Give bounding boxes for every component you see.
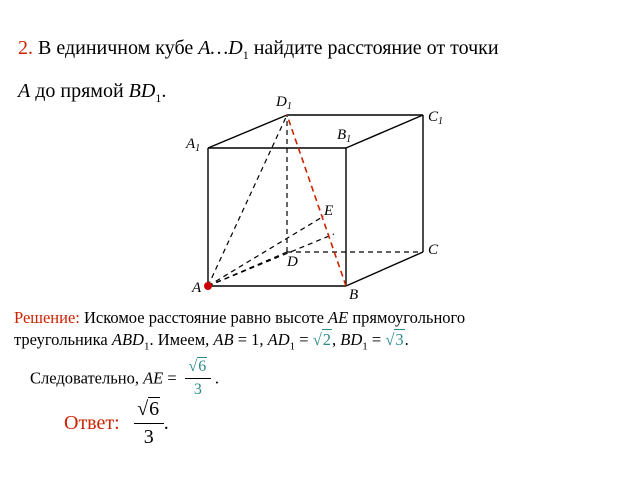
solution-bd: BD xyxy=(340,330,363,349)
solution-block xyxy=(14,307,465,357)
solution-period: . xyxy=(404,330,409,349)
line-sub: 1 xyxy=(155,91,162,105)
solution-line3: Следовательно, xyxy=(30,368,144,388)
solution-label: Решение: xyxy=(14,308,80,327)
problem-text-1: В единичном кубе xyxy=(38,37,199,59)
solution-eq-bd: = xyxy=(367,330,386,349)
solution-line1: Искомое расстояние равно высоте xyxy=(79,308,329,327)
label-b1: $B_1$ xyxy=(337,127,352,145)
sqrt-2: √2 xyxy=(312,330,331,349)
sqrt-3: √3 xyxy=(385,330,404,349)
label-d: D xyxy=(287,254,298,270)
solution-abd: ABD xyxy=(111,330,144,349)
solution-eq-ae: = xyxy=(163,368,181,388)
fraction-ae-den: 3 xyxy=(193,381,202,398)
label-a1: $A_1$ xyxy=(186,136,201,154)
solution-ab: AB xyxy=(213,330,234,349)
fraction-ae-num: √6 xyxy=(188,358,207,375)
label-a: A xyxy=(192,280,202,296)
solution-eq-ad: = xyxy=(295,330,313,349)
answer-fraction xyxy=(134,398,164,449)
solution-ad: AD xyxy=(267,330,290,349)
point-a-dot xyxy=(204,282,212,290)
fraction-ae-bar xyxy=(185,378,211,379)
edge-B-C xyxy=(346,252,423,286)
fraction-ae-radicand: 6 xyxy=(198,358,207,375)
sqrt-2-radicand: 2 xyxy=(322,330,331,349)
solution-ad-sub: 1 xyxy=(289,340,296,353)
answer-radicand: 6 xyxy=(149,398,160,420)
segment-A-E xyxy=(208,216,324,286)
solution-ae: AE xyxy=(328,308,349,327)
point-a: A xyxy=(18,80,31,102)
solution-ae2: AE xyxy=(143,368,164,388)
problem-number: 2. xyxy=(18,37,33,59)
solution-line1b: прямоугольного xyxy=(348,308,466,327)
answer-den: 3 xyxy=(143,426,154,448)
solution-line2b: . Имеем, xyxy=(149,330,214,349)
segment-A-C xyxy=(208,234,334,286)
label-c: C xyxy=(428,242,439,258)
answer-period: . xyxy=(163,412,169,434)
label-e: E xyxy=(324,203,334,219)
cube-name: A…D xyxy=(198,37,243,59)
problem-text-2: найдите расстояние от точки xyxy=(248,37,499,59)
solution-comma: , xyxy=(332,330,341,349)
label-d1: $D_1$ xyxy=(276,94,292,112)
answer-bar xyxy=(134,423,164,424)
label-c1: $C_1$ xyxy=(428,109,444,127)
solution-line2a: треугольника xyxy=(14,330,112,349)
problem-end: . xyxy=(161,80,167,102)
solution-abd-sub: 1 xyxy=(143,340,150,353)
solution-eq1: = 1, xyxy=(233,330,268,349)
label-b: B xyxy=(349,287,359,303)
edge-B1-C1 xyxy=(346,115,423,148)
segment-A-D1 xyxy=(208,115,287,286)
answer-block xyxy=(64,398,169,449)
answer-label: Ответ: xyxy=(64,412,120,434)
line-bd1: BD xyxy=(128,80,156,102)
fraction-ae xyxy=(185,358,211,399)
answer-num: √6 xyxy=(137,398,160,420)
edge-A1-D1 xyxy=(208,115,287,148)
problem-text-3: до прямой xyxy=(30,80,129,102)
cube-sub: 1 xyxy=(242,48,249,62)
solution-conclusion xyxy=(30,358,219,399)
solution-end-period: . xyxy=(214,368,219,388)
solution-bd-sub: 1 xyxy=(362,340,368,353)
sqrt-3-radicand: 3 xyxy=(395,330,404,349)
